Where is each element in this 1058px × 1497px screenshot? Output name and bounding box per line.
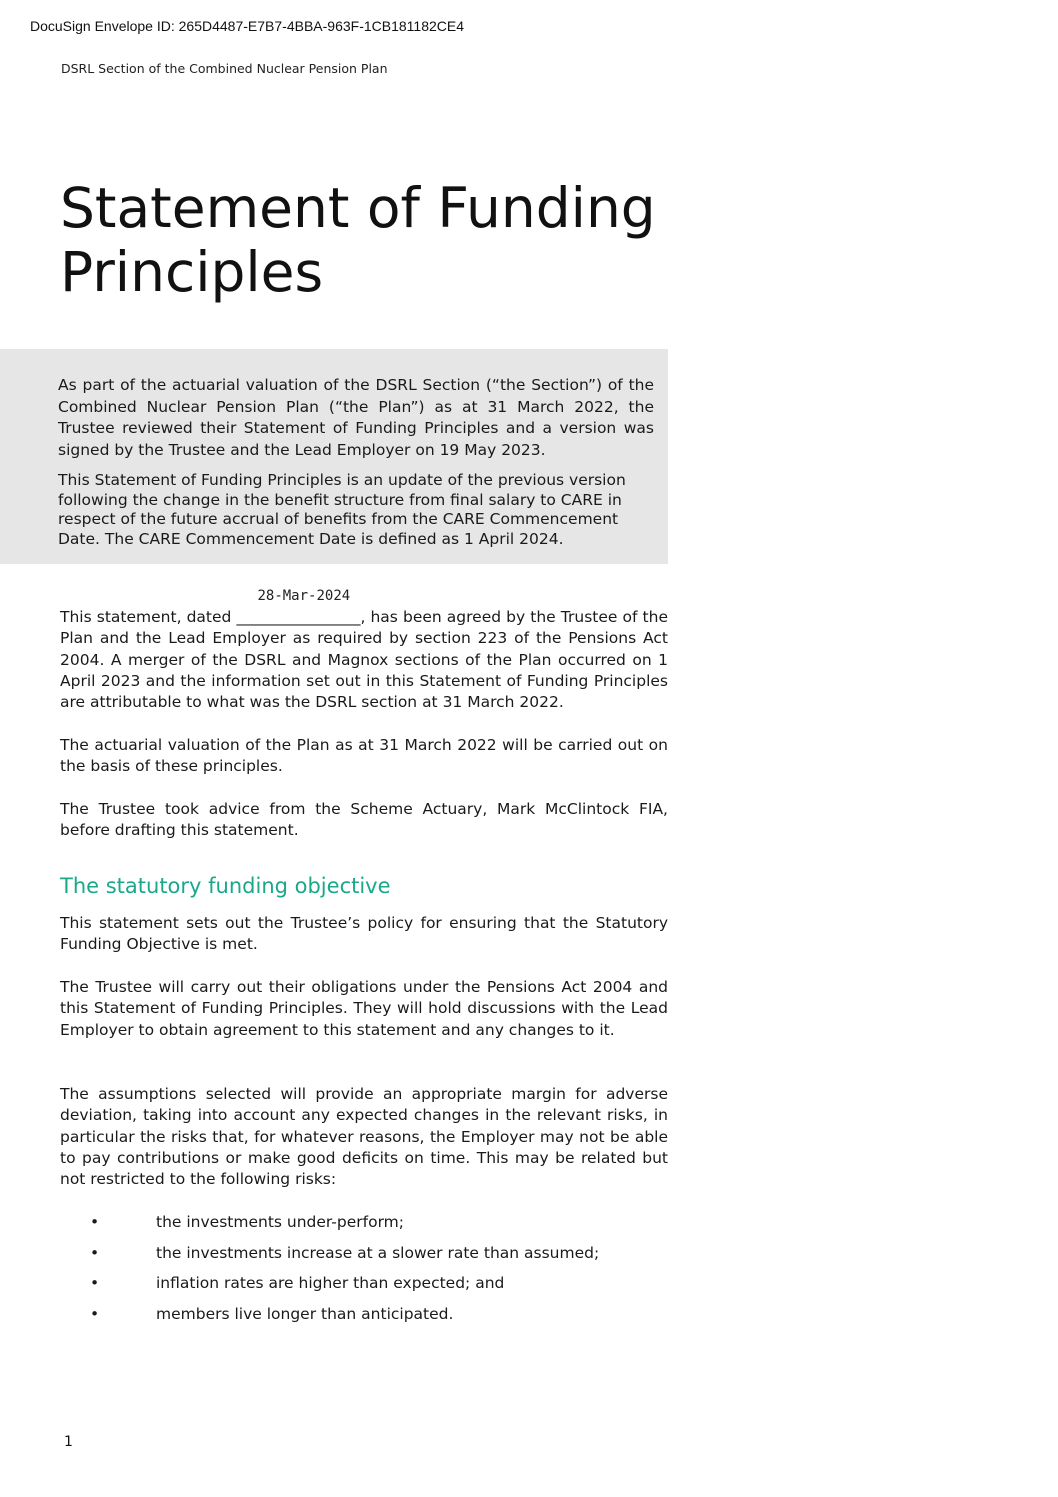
docusign-envelope-id: DocuSign Envelope ID: 265D4487-E7B7-4BBA-963F-1CB181182CE4	[30, 18, 465, 34]
risk-list	[60, 1210, 668, 1332]
list-item	[60, 1241, 668, 1272]
statement-suffix: , has been agreed by the Trustee of the Plan and the Lead Employer as required by section 223 of the Pensions Act 2004. A merger of the DSRL and Magnox sections of the Plan occurred on 1 April 2023 and the information set out in this Statement of Funding Principles are attributable to what was the DSRL section at 31 March 2022.	[60, 608, 668, 712]
date-underline: ________________	[236, 608, 361, 626]
statement-prefix: This statement, dated	[60, 608, 237, 626]
intro-box	[0, 349, 668, 564]
list-item	[60, 1302, 668, 1333]
advice-paragraph: The Trustee took advice from the Scheme Actuary, Mark McClintock FIA, before drafting this statement.	[60, 800, 668, 840]
list-item-text: inflation rates are higher than expected; and	[156, 1274, 505, 1292]
running-header: DSRL Section of the Combined Nuclear Pension Plan	[61, 61, 388, 76]
bullet-icon: •	[90, 1304, 100, 1323]
valuation-paragraph: The actuarial valuation of the Plan as at 31 March 2022 will be carried out on the basis of these principles.	[60, 736, 668, 776]
list-item-text: members live longer than anticipated.	[156, 1304, 454, 1323]
date-blank	[236, 588, 361, 628]
intro-paragraph-2: This Statement of Funding Principles is an update of the previous version following the change in the benefit structure from final salary to CARE in respect of the future accrual of benefits from the CARE Commencement Date. The CARE Commencement Date is defined as 1 April 2024.	[58, 471, 626, 548]
document-title: Statement of Funding Principles	[60, 176, 656, 304]
bullet-icon: •	[90, 1213, 100, 1231]
page-number: 1	[64, 1434, 73, 1450]
section-paragraph-3: The assumptions selected will provide an appropriate margin for adverse deviation, taking into account any expected changes in the relevant risks, in particular the risks that, for whatever reasons, the Employer may not be able to pay contributions or make good deficits on time. This may be related but not restricted to the following risks:	[60, 1085, 668, 1189]
list-item-text: the investments increase at a slower rate than assumed;	[156, 1243, 600, 1262]
bullet-icon: •	[90, 1274, 100, 1292]
list-item-text: the investments under-perform;	[156, 1213, 404, 1231]
section-paragraph-1: This statement sets out the Trustee’s policy for ensuring that the Statutory Funding Objective is met.	[60, 914, 668, 954]
list-item	[60, 1271, 668, 1302]
section-heading: The statutory funding objective	[60, 874, 391, 898]
statement-paragraph	[60, 588, 668, 713]
section-paragraph-2: The Trustee will carry out their obligations under the Pensions Act 2004 and this Statement of Funding Principles. They will hold discussions with the Lead Employer to obtain agreement to this statement and any changes to it.	[60, 978, 668, 1039]
intro-paragraph-1: As part of the actuarial valuation of the DSRL Section (“the Section”) of the Combined Nuclear Pension Plan (“the Plan”) as at 31 March 2022, the Trustee reviewed their Statement of Funding Principles and a version was signed by the Trustee and the Lead Employer on 19 May 2023.	[58, 376, 654, 459]
bullet-icon: •	[90, 1243, 100, 1262]
list-item	[60, 1210, 668, 1241]
signed-date: 28-Mar-2024	[257, 588, 351, 604]
